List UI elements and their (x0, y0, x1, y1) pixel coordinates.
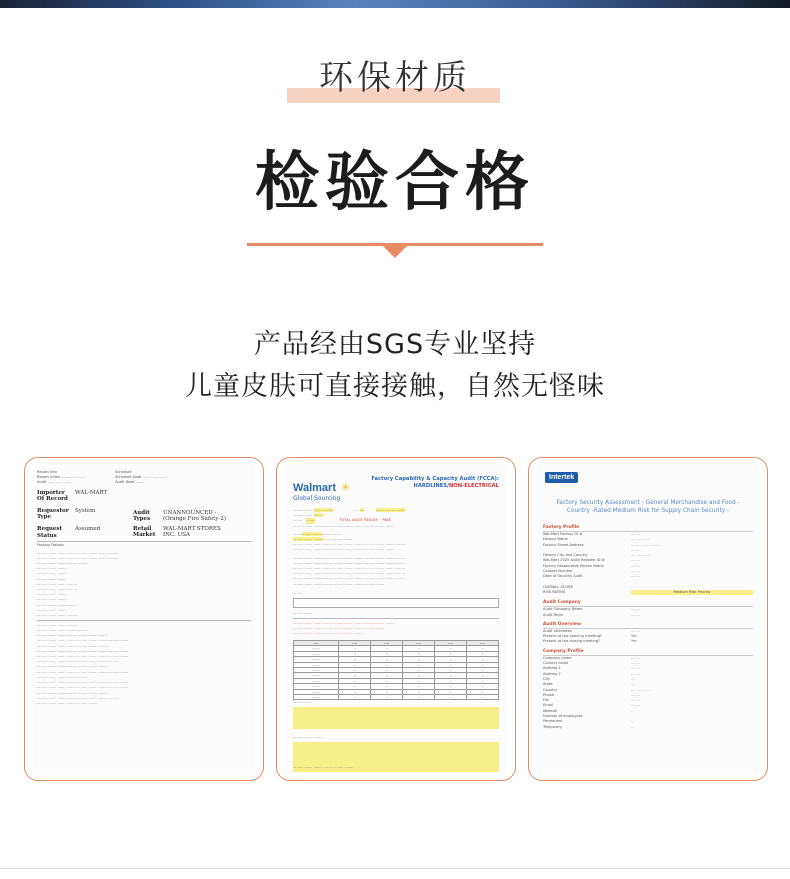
certificate-card-audit-summary (24, 457, 264, 781)
certificate-document: Intertek Factory Security Assessment - General Merchandise and Food - Country -Rated Medium Risk for Supply Chain Security - Factory Profile Wal-Mart Factory ID # ........ Factory Name ........ ........ Factory Street Address ........ ........ ........ ........ Factory City and Country .... ........ .... Wal-Mart 2025 Audit Request ID # ........ Factory Responsible Person Name ........ Contact Number ........ Date of Security Audit ........ OVERALL SCORE .. RISK RATING Medium Risk Priority Audit Company Audit Company Name ........ Audit Team ........ Audit Overview Audit attendees ........ Present at the opening meeting? Yes Present at the closing meeting? Yes Company Profile Company name ........ Contact name ........ Address 1 ........ Address 2 ........ City .... State .... Country .... ........ .... Phone ........ Fax ........ Email ........ Website .. Number of employees Permanent ... Temporary .. (537, 464, 759, 774)
field-label: Requestor Type (37, 508, 69, 521)
score-table: .... .... .... .... .... .... ........ .. .. .. .. .. ........ .. .. .. .. .. ........ .. .. .. .. .. ........ .. .. .. .. .. ........ .. .. .. .. .. ........ .. .. .. .. .. ........ .. .. .. .. .. ........ .. .. .. .. .. ........ .. .. .. .. .. ........ .. .. .. .. .. (293, 640, 499, 700)
field-label: Retail Market (133, 526, 156, 539)
walmart-logo-text: Walmart (293, 482, 336, 494)
intertek-logo: Intertek (545, 472, 578, 483)
certificate-card-walmart-fcca (276, 457, 516, 781)
section-heading: Audit Company (543, 599, 753, 607)
assessment-title: Factory Security Assessment - General Merchandise and Food - Country -Rated Medium Risk for Supply Chain Security - (556, 500, 740, 514)
main-title: 检验合格 (255, 146, 535, 220)
walmart-logo-subtext: Global Sourcing (293, 495, 341, 502)
section-heading: Company Profile (543, 648, 753, 656)
walmart-spark-icon: ✳ (341, 481, 351, 494)
result-label: TOTAL AUDIT RESULT: (339, 518, 379, 523)
description-line-1: 产品经由SGS专业坚持 (253, 329, 537, 360)
report-title-block (371, 476, 499, 490)
field-value: UNANNOUNCED - (Orange Fire Safety-2) (163, 509, 226, 522)
risk-rating-value: Medium Risk Priority (631, 590, 753, 595)
field-value: WAL-MART STORES INC. USA (163, 526, 221, 539)
divider-arrow-icon (383, 246, 407, 258)
subtitle-text: 环保材质 (319, 58, 471, 98)
field-value: WAL-MART (75, 489, 108, 496)
certificate-card-intertek (528, 457, 768, 781)
report-title: Factory Capability & Capacity Audit (FCCA): (371, 476, 499, 482)
report-subtitle-a: HARDLINES/ (413, 483, 449, 489)
field-label: Request Status (37, 526, 63, 539)
certificate-document: Walmart ✳ Global Sourcing Factory Capability & Capacity Audit (FCCA): HARDLINES/NON-ELECTRICAL ........ ........ ........ ........ .... .... ........ ........ ........ ........ ........ ........ ........ ........ TOTAL AUDIT RESULT: PASS ........ ........ ........ ........ ........ ........ ........ ........ ........ ........ ................ ................ ........ ........ ........ ................ ........ ........ ........ ........ ........ ........ ........ ........ ........ ........ ........ ........ ........ ........ ........ ........ ........ ........ ........ ........ ........ ........ ........ ........ ........ ........ ........ ........ ........ ........ ........ ........ ........ ........ ........ ........ ........ ........ ........ ........ ........ ........ ........ ........ ........ ........ ........ ........ ........ ........ ........ ........ ........ ........ ........ ........ ........ ........ ........ ........ ........ ........ ........ ........ ........ ........ ........ ........ ........ ........ ........ ........ ........ ........ ........ ........ ........ ........ ........ ........ ........ ........ ........ ........ ........ ........ ........ ........ ........ ........ ........ ........ ........ ........ ........ ........ ........ ........ ........ ........ ........ ........ ........ ........ ........ ........ ........ ........ ........ ........ ........ ........ ........ ........ ........ ........ .... .... .... .... .... .... ........ .. .. .. .. .. ........ .. .. .. .. .. ........ .. .. .. .. .. ........ .. .. .. .. .. ........ .. .. .. .. .. ........ .. .. .. .. .. ........ .. .. .. .. .. ........ .. .. .. .. .. ........ .. .. .. .. .. ........ .. .. .. .. .. ........ ........ ........ ........ ........ ........ ........ ........ ........ ........ ........ (285, 464, 507, 774)
result-value: PASS (382, 518, 392, 523)
certificate-document: Report Info Report Index ............ ........ Audit ............ ........ Schedule Schedule Date ........ ........ ... Audit Date ........ Importer Of Record WAL-MART Requestor Type System Request Status Assumed Audit Types UNANNOUNCED - (Orange Fire Safety-2) Retail Market WAL-MART STORES INC. USA Factory Details ........ ........ ........ ........ ........ ........ ........ ........ ........ ........ ........ ........ ........ ........ ........ ........ ........ ........ ........ ........ ........ ........ ........ ........ ........ ........ ........ ........ ........ ........ ........ ........ ........ ........ ........ ........ ........ ........ ........ ........ ........ ........ ........ ........ ........ ........ ........ ........ ........ ........ ........ ........ ........ ........ ........ ........ ........ ........ ........ ........ ........ ........ ........ ........ ........ ........ ........ ........ ........ ........ ........ ........ ........ ........ ........ ........ ........ ........ ........ ........ ........ ........ ........ ........ ........ ........ ........ ........ ........ ........ ........ ........ ........ ........ ........ ........ ........ ........ ........ ........ ........ ........ ........ ........ ........ ........ ........ ........ ........ ........ ........ ........ ........ ........ ........ ........ ........ ........ ........ ........ ........ ........ ........ ........ ........ ........ ........ ........ ........ ........ ........ ........ ........ ........ ........ ........ ........ ........ ........ ........ ........ ........ ........ ........ ........ ........ ........ ........ ........ ........ ........ ........ ........ ........ ........ ........ ........ ........ ........ ........ ........ ........ ........ ........ ........ ........ ........ ........ ........ ........ ........ ........ ........ (33, 464, 255, 774)
field-label: Importer Of Record (37, 489, 68, 502)
description-line-2: 儿童皮肤可直接接触，自然无怪味 (185, 371, 605, 402)
section-heading: Audit Overview (543, 621, 753, 629)
section-heading: Factory Profile (543, 524, 753, 532)
field-label: Audit Types (133, 509, 151, 522)
subtitle-block (0, 56, 790, 100)
report-subtitle-b: NON-ELECTRICAL (448, 483, 499, 489)
bottom-divider (0, 868, 790, 869)
walmart-logo (293, 476, 350, 502)
field-value: Assumed (75, 526, 101, 533)
top-banner-strip (0, 0, 790, 8)
field-value: System (75, 508, 96, 515)
